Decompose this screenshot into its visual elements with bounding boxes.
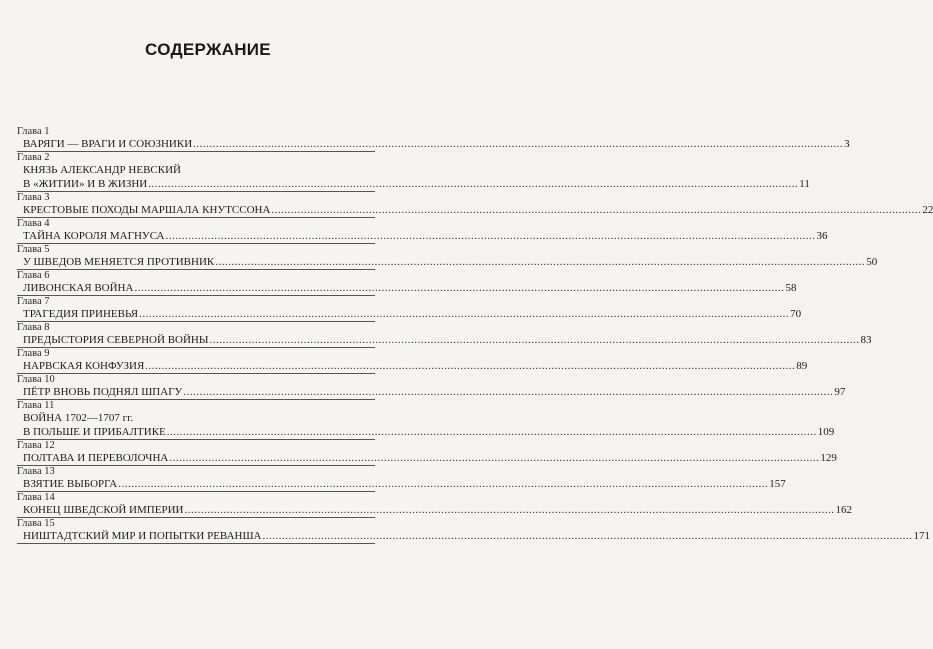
chapter-label: Глава 3 — [17, 192, 50, 203]
chapter-title: НИШТАДТСКИЙ МИР И ПОПЫТКИ РЕВАНША — [23, 530, 262, 542]
chapter-label: Глава 1 — [17, 126, 50, 137]
toc-entry — [17, 192, 933, 218]
dot-leader: ........................................................................................................................................................................................................ — [262, 530, 913, 542]
page-number: 3 — [844, 138, 850, 150]
chapter-title: ТАЙНА КОРОЛЯ МАГНУСА — [23, 230, 165, 242]
page-title: СОДЕРЖАНИЕ — [145, 40, 271, 59]
chapter-title: ВЗЯТИЕ ВЫБОРГА — [23, 478, 118, 490]
page-number: 171 — [913, 530, 931, 542]
dot-leader: ........................................................................................................................................................................................................ — [118, 478, 769, 490]
toc-entry — [17, 492, 852, 518]
chapter-label: Глава 2 — [17, 152, 50, 163]
toc-entry — [17, 400, 835, 440]
chapter-title-line — [17, 385, 846, 400]
chapter-label: Глава 12 — [17, 440, 55, 451]
dot-leader: ........................................................................................................................................................................................................ — [145, 360, 796, 372]
page-number: 50 — [866, 256, 878, 268]
chapter-title: ВОЙНА 1702—1707 гг. — [23, 412, 134, 424]
page-number: 36 — [816, 230, 828, 242]
dot-leader: ........................................................................................................................................................................................................ — [183, 386, 834, 398]
toc-entry — [17, 126, 850, 152]
page-number: 97 — [834, 386, 846, 398]
chapter-title-line — [17, 529, 931, 544]
page-number: 83 — [860, 334, 872, 346]
chapter-title: КНЯЗЬ АЛЕКСАНДР НЕВСКИЙ — [23, 164, 181, 176]
dot-leader: ........................................................................................................................................................................................................ — [209, 334, 860, 346]
chapter-title-line — [17, 503, 852, 518]
dot-leader: ........................................................................................................................................................................................................ — [166, 426, 817, 438]
chapter-title-line — [17, 425, 835, 440]
toc-entry — [17, 322, 872, 348]
dot-leader: ........................................................................................................................................................................................................ — [215, 256, 866, 268]
chapter-title: ПРЕДЫСТОРИЯ СЕВЕРНОЙ ВОЙНЫ — [23, 334, 209, 346]
chapter-title-line — [17, 137, 850, 152]
toc-entry — [17, 296, 802, 322]
toc-entry — [17, 152, 810, 192]
chapter-label: Глава 8 — [17, 322, 50, 333]
dot-leader: ........................................................................................................................................................................................................ — [139, 308, 790, 320]
toc-entry — [17, 244, 878, 270]
dot-leader: ........................................................................................................................................................................................................ — [184, 504, 835, 516]
chapter-title-line — [17, 177, 810, 192]
chapter-title: ПОЛТАВА И ПЕРЕВОЛОЧНА — [23, 452, 169, 464]
page-number: 70 — [790, 308, 802, 320]
chapter-title-line — [17, 359, 808, 374]
chapter-title: ЛИВОНСКАЯ ВОЙНА — [23, 282, 134, 294]
toc-entry — [17, 440, 837, 466]
chapter-title: НАРВСКАЯ КОНФУЗИЯ — [23, 360, 145, 372]
page-number: 162 — [835, 504, 852, 516]
chapter-label: Глава 9 — [17, 348, 50, 359]
chapter-title: ВАРЯГИ — ВРАГИ И СОЮЗНИКИ — [23, 138, 193, 150]
chapter-label: Глава 11 — [17, 400, 55, 411]
toc-entry — [17, 270, 797, 296]
chapter-title: КРЕСТОВЫЕ ПОХОДЫ МАРШАЛА КНУТССОНА — [23, 204, 271, 216]
page-number: 129 — [820, 452, 837, 464]
toc-entry — [17, 218, 828, 244]
chapter-label: Глава 4 — [17, 218, 50, 229]
chapter-title: У ШВЕДОВ МЕНЯЕТСЯ ПРОТИВНИК — [23, 256, 215, 268]
chapter-label: Глава 10 — [17, 374, 55, 385]
chapter-title-line — [17, 333, 872, 348]
chapter-title-line — [17, 163, 375, 177]
chapter-title-line — [17, 203, 933, 218]
toc-entry — [17, 466, 786, 492]
toc-entry — [17, 348, 808, 374]
chapter-title-line — [17, 451, 837, 466]
page-number: 157 — [769, 478, 786, 490]
chapter-title: ПЁТР ВНОВЬ ПОДНЯЛ ШПАГУ — [23, 386, 183, 398]
dot-leader: ........................................................................................................................................................................................................ — [165, 230, 816, 242]
chapter-title: КОНЕЦ ШВЕДСКОЙ ИМПЕРИИ — [23, 504, 184, 516]
chapter-label: Глава 13 — [17, 466, 55, 477]
table-of-contents — [17, 126, 933, 544]
dot-leader: ........................................................................................................................................................................................................ — [134, 282, 785, 294]
page-number: 22 — [922, 204, 933, 216]
chapter-title-line — [17, 229, 828, 244]
dot-leader: ........................................................................................................................................................................................................ — [169, 452, 820, 464]
chapter-title-line — [17, 281, 797, 296]
toc-entry — [17, 518, 931, 544]
chapter-label: Глава 7 — [17, 296, 50, 307]
chapter-title-line — [17, 477, 786, 492]
chapter-title-line — [17, 307, 802, 322]
dot-leader: ........................................................................................................................................................................................................ — [271, 204, 922, 216]
chapter-title: В ПОЛЬШЕ И ПРИБАЛТИКЕ — [23, 426, 166, 438]
chapter-title: ТРАГЕДИЯ ПРИНЕВЬЯ — [23, 308, 139, 320]
page-number: 11 — [799, 178, 810, 190]
chapter-label: Глава 14 — [17, 492, 55, 503]
dot-leader: ........................................................................................................................................................................................................ — [148, 178, 799, 190]
toc-entry — [17, 374, 846, 400]
chapter-label: Глава 15 — [17, 518, 55, 529]
chapter-label: Глава 6 — [17, 270, 50, 281]
dot-leader: ........................................................................................................................................................................................................ — [193, 138, 844, 150]
page-number: 89 — [796, 360, 808, 372]
chapter-title: В «ЖИТИИ» И В ЖИЗНИ — [23, 178, 148, 190]
chapter-title-line — [17, 255, 878, 270]
chapter-label: Глава 5 — [17, 244, 50, 255]
page-number: 109 — [817, 426, 835, 438]
chapter-title-line — [17, 411, 375, 425]
page-number: 58 — [785, 282, 797, 294]
